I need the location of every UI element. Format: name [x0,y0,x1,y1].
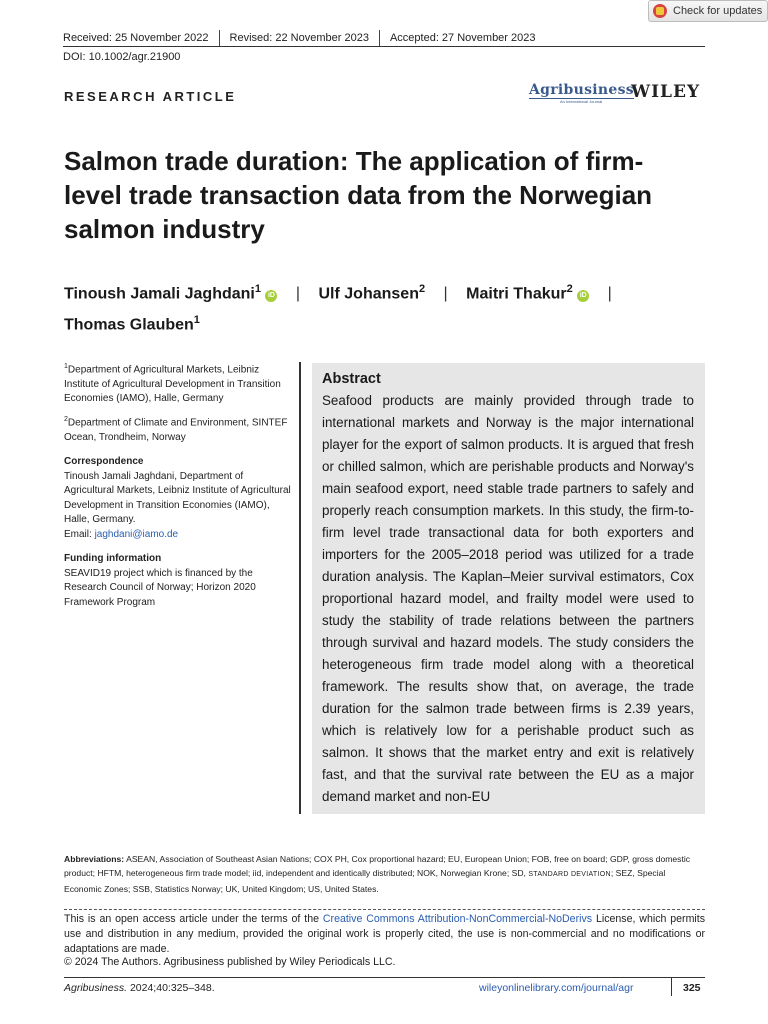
copyright: © 2024 The Authors. Agribusiness published by Wiley Periodicals LLC. [64,956,396,968]
affiliation-number: 1 [64,363,68,370]
article-type: RESEARCH ARTICLE [64,89,237,104]
author-name[interactable]: Maitri Thakur [466,285,567,303]
author-separator: | [607,285,612,303]
doi[interactable]: DOI: 10.1002/agr.21900 [63,51,181,63]
author-affiliation-number: 1 [193,314,200,327]
check-for-updates-button[interactable] [648,0,768,22]
author-name[interactable]: Thomas Glauben [64,316,194,334]
correspondence-heading: Correspondence [64,456,144,468]
license-pre: This is an open access article under the terms of the [64,913,323,925]
revised-date: Revised: 22 November 2023 [229,32,369,44]
page-number: 325 [683,982,701,994]
affiliation-column [64,360,292,616]
author-separator: | [295,285,301,303]
author-affiliation-number: 1 [254,283,261,295]
abbreviations-text-end: ; SEZ, Special Economic Zones; SSB, Statistics Norway; UK, United Kingdom; US, United States. [64,868,666,894]
abbreviations-label: Abbreviations: [64,854,125,864]
abbreviations-text: ASEAN, Association of Southeast Asian Nations; COX PH, Cox proportional hazard; EU, European Union; FOB, free on board; GDP, gross domestic product; HFTM, heterogeneous firm trade model; iid, independent and identically distributed; NOK, Norwegian Krone; SD, [64,854,691,878]
header-rule [63,46,705,47]
date-separator [219,30,220,46]
orcid-icon[interactable]: iD [265,290,277,302]
publisher-logo: WILEY [631,82,701,102]
footer-rule [64,977,705,978]
accepted-date: Accepted: 27 November 2023 [389,32,536,44]
author-affiliation-number: 2 [566,283,573,295]
footer-citation [64,982,215,994]
funding-text: SEAVID19 project which is financed by the Research Council of Norway; Horizon 2020 Framework Program [64,567,256,608]
footer-separator [671,978,672,996]
journal-logo: Agribusiness [529,82,634,98]
affiliation-text: Department of Climate and Environment, SINTEF Ocean, Trondheim, Norway [64,417,288,443]
author-name[interactable]: Ulf Johansen [318,285,419,303]
affiliation-number: 2 [64,415,68,423]
author-name[interactable]: Tinoush Jamali Jaghdani [64,285,255,303]
footer-url-link[interactable]: wileyonlinelibrary.com/journal/agr [479,982,634,994]
affiliation [64,413,292,445]
abbreviations [64,852,705,896]
footer-volume: 2024;40:325–348. [127,982,215,994]
article-title: Salmon trade duration: The application of firm-level trade transaction data from the Norwegian salmon industry [64,146,653,244]
check-for-updates-label: Check for updates [673,5,763,17]
license-rule [64,909,705,910]
author-list [64,276,724,339]
crossmark-icon [653,4,667,18]
author-affiliation-number: 2 [418,283,426,295]
license-post: License, which permits use and distribution in any medium, provided the original work is properly cited, the use is non-commercial and no modifications or adaptations are made. [64,913,705,955]
license-link[interactable]: Creative Commons Attribution-NonCommercial-NoDerivs [322,913,593,925]
email-link[interactable]: jaghdani@iamo.de [94,528,179,540]
email-label: Email: [64,528,92,540]
abstract-box [312,363,705,814]
date-separator [379,30,380,46]
correspondence-text [64,470,292,543]
column-divider [299,362,301,814]
license-text [64,912,705,957]
sd-expansion: STANDARD DEVIATION [528,871,611,878]
footer-journal-name: Agribusiness. [64,982,128,994]
funding-heading: Funding information [64,553,162,565]
correspondence-address: Tinoush Jamali Jaghdani, Department of Agricultural Markets, Leibniz Institute of Agricultural Development in Transition Economies (IAMO), Halle, Germany. [64,470,291,526]
received-date: Received: 25 November 2022 [63,32,209,44]
author-separator: | [443,285,448,303]
abstract-text: Seafood products are mainly provided through trade to international markets and Norway is the major international player for the export of salmon products. It is argued that fresh or chilled salmon, which are perishable products and Norway's main seafood export, need stable trade partners to safely and properly reach consumption markets. In this study, the firm-to-firm level trade transactional data for both exporters and importers for the 2005–2018 period was utilized for a trade duration analysis. The Kaplan–Meier survival estimators, Cox proportional hazard model, and frailty model were used to study the stability of trade relations between the partners through survival and hazard models. The study considers the heterogeneous firm trade model along with a theoretical framework. The results show that, on average, the trade duration for the salmon trade between firms is 2.39 years, which is relatively low for a perishable product such as salmon. It shows that the market entry and exit is relatively fast, and that the survival rate between the EU as a major demand market and non-EU [322,393,694,804]
journal-logo-subtitle: An International Journal [560,99,603,104]
abstract-heading: Abstract [322,371,381,387]
affiliation-text: Department of Agricultural Markets, Leibniz Institute of Agricultural Development in Transition Economies (IAMO), Halle, Germany [64,364,281,405]
affiliation [64,360,292,407]
history-dates [63,30,536,46]
orcid-icon[interactable]: iD [577,290,589,302]
